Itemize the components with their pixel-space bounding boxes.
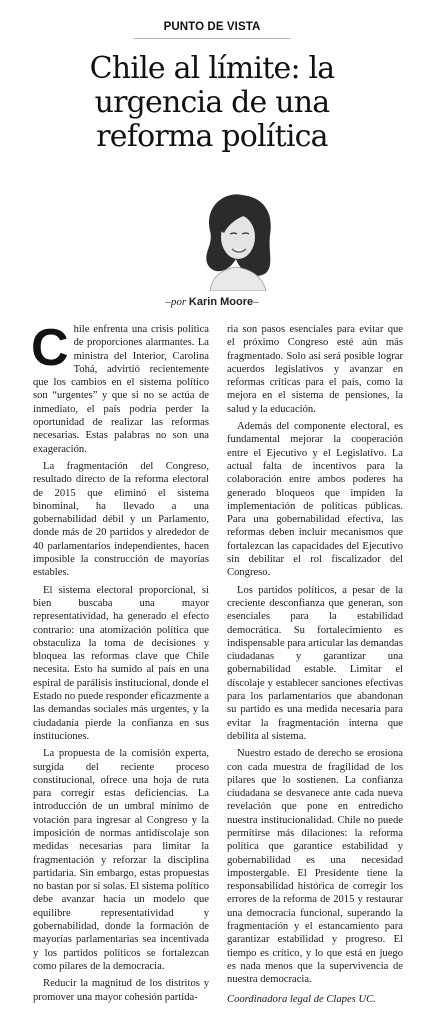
section-label: PUNTO DE VISTA xyxy=(163,21,261,33)
article-paragraph: La fragmentación del Congreso, resultado directo de la reforma electoral de 2015 que eliminó el sistema binominal, ha llevado a una gobernabilidad débil y un Parlamento, donde más de 20 partidos y alrededor de 40 parlamentarios independientes, hacen imposible la construcción de mayorías estables. xyxy=(33,460,209,579)
article-paragraph: El sistema electoral proporcional, si bien buscaba una mayor representatividad, ha generado el efecto contrario: una atomización política que obstaculiza la toma de decisiones y bloquea las reformas clave que Chile necesita. Esto ha sumido al país en una espiral de parálisis institucional, donde el Estado no puede responder eficazmente a las demandas sociales más urgentes, y la ciudadanía pierde la confianza en sus instituciones. xyxy=(33,584,209,742)
headline-line: Chile al límite: la xyxy=(89,51,335,86)
article-paragraph: Los partidos políticos, a pesar de la creciente desconfianza que generan, son esenciales para la estabilidad democrática. Su fortalecimiento es indispensable para articular las demandas ciudadanas y garantizar una gobernabilidad estable. Limitar el díscolaje y establecer sanciones efectivas para los parlamentarios que abandonan su partido es una medida necesaria para evitar la fragmentación interna que debilita al sistema. xyxy=(227,584,403,742)
paragraph-text: hile enfrenta una crisis política de proporciones alarmantes. La ministra del Interior, Carolina Tohá, advirtió recientemente que los cambios en el sistema político son “urgentes” y que si no se actúa de inmediato, el país podría perder la oportunidad de realizar las reformas necesarias. Estas palabras no son una exageración. xyxy=(33,324,209,455)
article-paragraph: La propuesta de la comisión experta, surgida del reciente proceso constitucional, ofrece una hoja de ruta para corregir estas deficiencias. La introducción de un umbral mínimo de votación para ingresar al Congreso y la imposición de normas antidíscolaje son medidas necesarias para limitar la fragmentación y reforzar la disciplina partidaria. Sin embargo, estas propuestas no bastan por sí solas. El sistema político debe avanzar hacia un modelo que equilibre representatividad y gobernabilidad, donde la formación de mayorías parlamentarias sea incentivada y los partidos políticos se fortalezcan como pilares de la democracia. xyxy=(33,748,209,972)
byline-prefix: –por xyxy=(165,296,187,308)
article-paragraph xyxy=(31,319,209,456)
headline-line: reforma política xyxy=(96,119,328,154)
article-paragraph: Nuestro estado de derecho se erosiona con cada muestra de fragilidad de los pilares que lo sostienen. La confianza ciudadana se desvanece ante cada nueva revelación que pone en entredicho nuestra institucionalidad. Chile no puede permitirse más dilaciones: la reforma política que garantice estabilidad y gobernabilidad es una necesidad impostergable. El Presidente tiene la responsabilidad histórica de corregir los errores de la reforma de 2015 y restaurar una democracia funcional, superando la fragmentación y el estancamiento para garantizar estabilidad y progreso. El tiempo es crítico, y lo que está en juego es nada menos que la supervivencia de nuestra democracia. xyxy=(227,748,403,986)
author-name: Karin Moore xyxy=(188,296,254,308)
headline xyxy=(20,52,404,154)
author-signature: Coordinadora legal de Clapes UC. xyxy=(227,993,376,1005)
article-paragraph: Reducir la magnitud de los distritos y promover una mayor cohesión partida- xyxy=(33,978,209,1003)
headline-line: urgencia de una xyxy=(94,85,330,120)
article-paragraph: ria son pasos esenciales para evitar que el próximo Congreso esté aún más fragmentado. Solo así será posible lograr acuerdos legislativos y avanzar en reformas críticas para el país, como la mejora en el sistema de pensiones, la salud y la educación. xyxy=(227,324,403,415)
drop-cap: C xyxy=(31,319,69,377)
author-portrait xyxy=(188,187,286,291)
section-divider xyxy=(134,38,290,39)
article-column-left xyxy=(31,319,209,1008)
byline-suffix: – xyxy=(253,296,259,308)
article-paragraph: Además del componente electoral, es fundamental mejorar la cooperación entre el Ejecutivo y el Legislativo. La actual falta de incentivos para la colaboración entre ambos poderes ha generado bloqueos que impiden la implementación de políticas públicas. Para una gobernabilidad efectiva, las reformas deben incluir mecanismos que fortalezcan las capacidades del Ejecutivo sin debilitar el rol fiscalizador del Congreso. xyxy=(227,421,403,579)
article-column-right xyxy=(227,323,403,1010)
byline xyxy=(0,296,424,308)
